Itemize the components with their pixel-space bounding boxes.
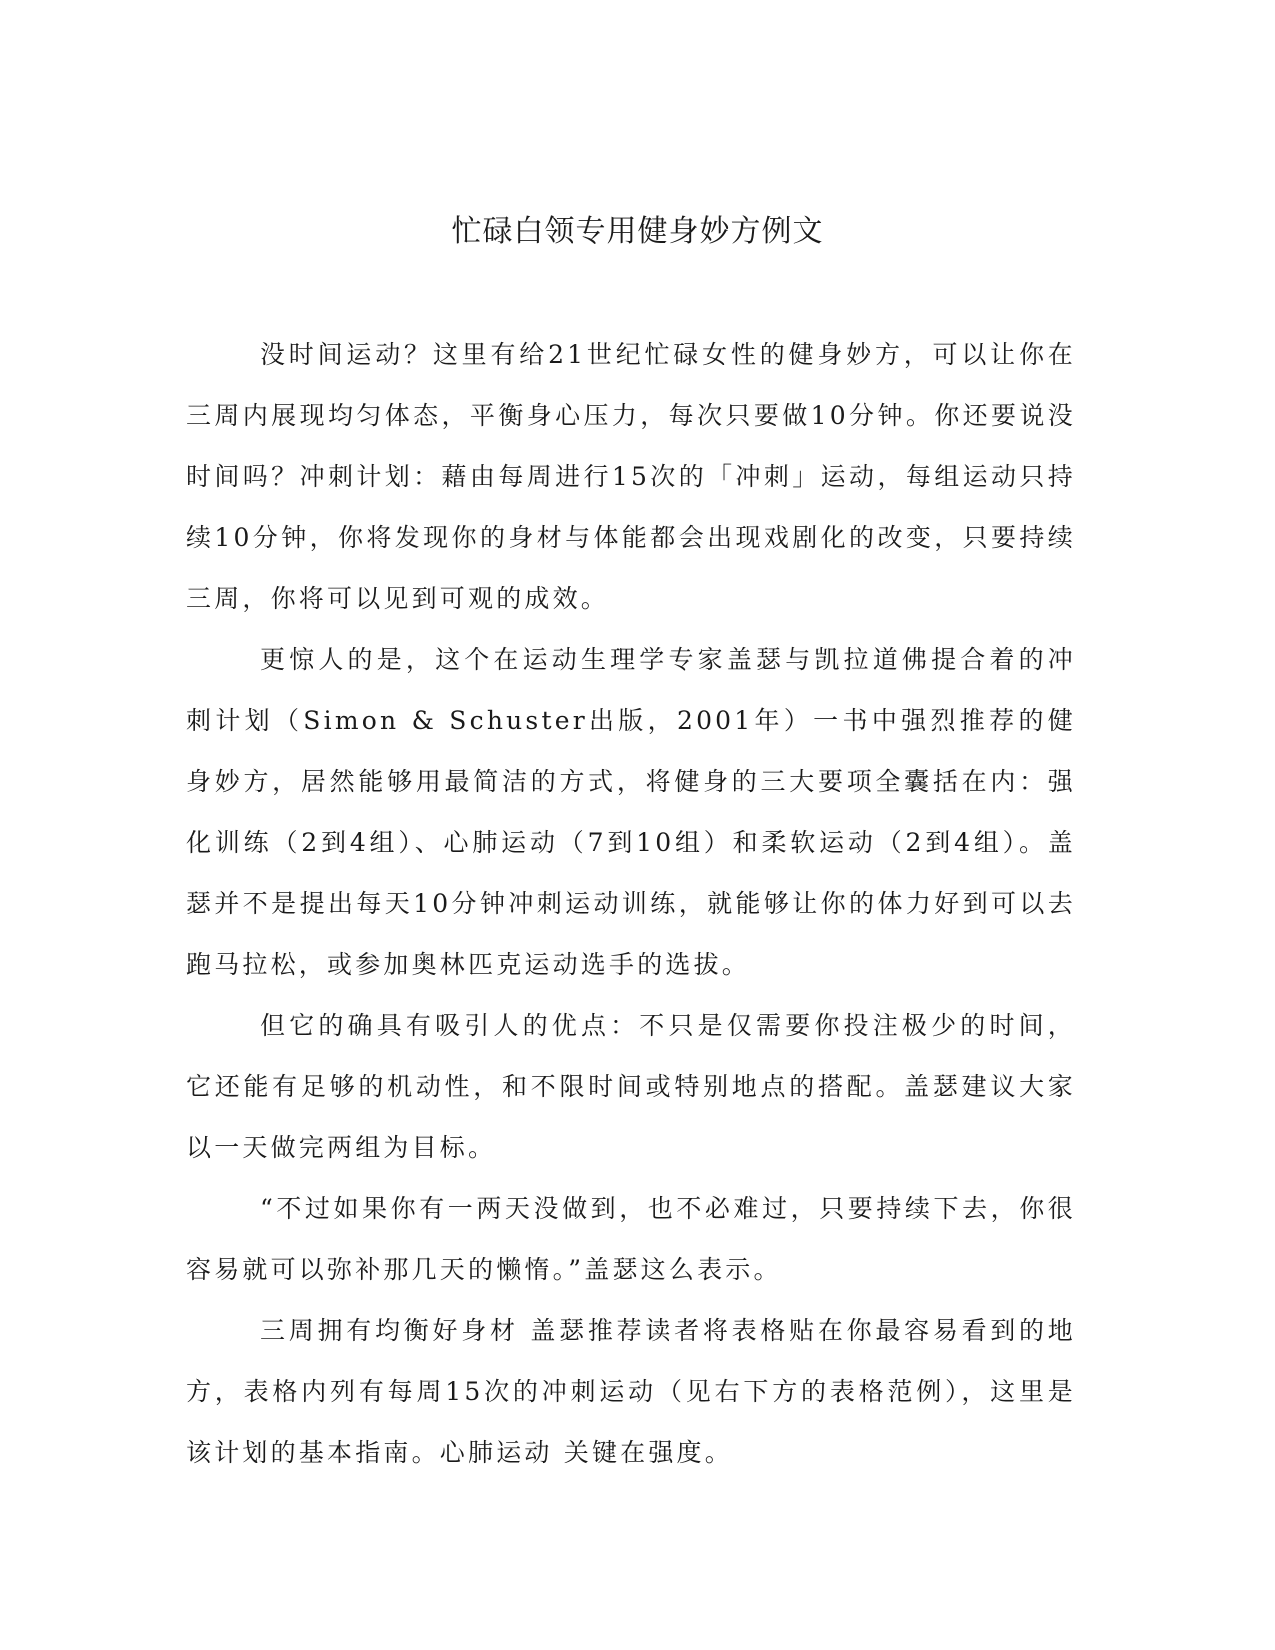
paragraph-1: 没时间运动？这里有给21世纪忙碌女性的健身妙方，可以让你在三周内展现均匀体态，平衡身心压力，每次只要做10分钟。你还要说没时间吗？冲刺计划：藉由每周进行15次的「冲刺」运动，每组运动只持续10分钟，你将发现你的身材与体能都会出现戏剧化的改变，只要持续三周，你将可以见到可观的成效。 xyxy=(186,340,1076,613)
document-body xyxy=(186,324,1076,1483)
paragraph-2: 更惊人的是，这个在运动生理学专家盖瑟与凯拉道佛提合着的冲刺计划（Simon & Schuster出版，2001年）一书中强烈推荐的健身妙方，居然能够用最简洁的方式，将健身的三大要项全囊括在内：强化训练（2到4组）、心肺运动（7到10组）和柔软运动（2到4组）。盖瑟并不是提出每天10分钟冲刺运动训练，就能够让你的体力好到可以去跑马拉松，或参加奥林匹克运动选手的选拔。 xyxy=(186,645,1076,979)
paragraph-4: “不过如果你有一两天没做到，也不必难过，只要持续下去，你很容易就可以弥补那几天的懒惰。”盖瑟这么表示。 xyxy=(186,1194,1076,1284)
document-title: 忙碌白领专用健身妙方例文 xyxy=(451,214,824,249)
paragraph-5: 三周拥有均衡好身材 盖瑟推荐读者将表格贴在你最容易看到的地方，表格内列有每周15次的冲刺运动（见右下方的表格范例），这里是该计划的基本指南。心肺运动 关键在强度。 xyxy=(186,1316,1076,1467)
paragraph-3: 但它的确具有吸引人的优点：不只是仅需要你投注极少的时间，它还能有足够的机动性，和不限时间或特别地点的搭配。盖瑟建议大家以一天做完两组为目标。 xyxy=(186,1011,1076,1162)
